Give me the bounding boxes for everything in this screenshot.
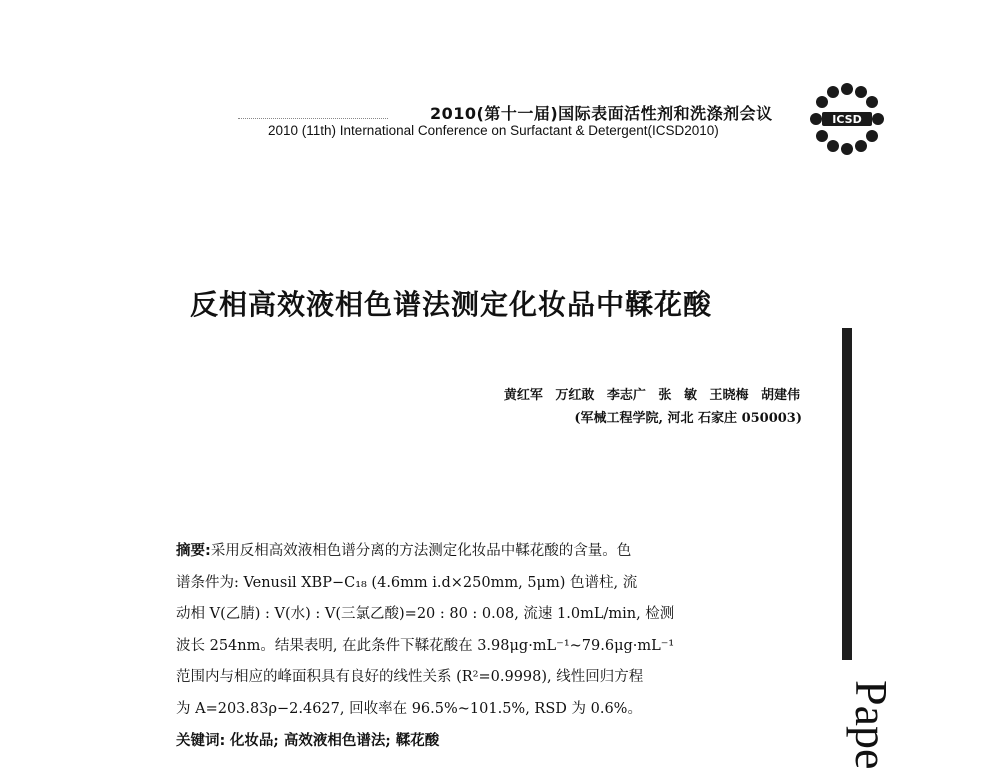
abstract-line: 摘要:采用反相高效液相色谱分离的方法测定化妆品中鞣花酸的含量。色 [176, 543, 632, 559]
side-tab-label: Pape [846, 680, 897, 769]
abstract-line: 波长 254nm。结果表明, 在此条件下鞣花酸在 3.98μg·mL⁻¹~79.6μg·mL⁻¹ [176, 637, 675, 654]
keywords-line [176, 725, 776, 758]
abstract [176, 536, 776, 758]
paper-title: 反相高效液相色谱法测定化妆品中鞣花酸 [190, 288, 713, 321]
abstract-line: 动相 V(乙腈) : V(水) : V(三氯乙酸)=20 : 80 : 0.08, 流速 1.0mL/min, 检测 [176, 606, 675, 622]
logo-text: ICSD [832, 113, 862, 126]
abstract-line: 范围内与相应的峰面积具有良好的线性关系 (R²=0.9998), 线性回归方程 [176, 669, 644, 685]
abstract-label: 摘要: [176, 543, 211, 559]
icsd-logo [808, 80, 886, 158]
abstract-line: 谱条件为: Venusil XBP−C₁₈ (4.6mm i.d×250mm, 5μm) 色谱柱, 流 [176, 574, 638, 591]
side-black-bar [842, 328, 852, 660]
abstract-line: 为 A=203.83ρ−2.4627, 回收率在 96.5%~101.5%, RSD 为 0.6%。 [176, 700, 642, 717]
header-dotted-rule [238, 118, 388, 119]
paper-affiliation: (军械工程学院, 河北 石家庄 050003) [574, 411, 802, 426]
header-conference-cn: 2010(第十一届)国际表面活性剂和洗涤剂会议 [430, 104, 773, 123]
keywords-text: 化妆品; 高效液相色谱法; 鞣花酸 [229, 732, 440, 749]
paper-authors: 黄红军 万红敢 李志广 张 敏 王晓梅 胡建伟 [503, 388, 800, 403]
keywords-label: 关键词: [176, 733, 226, 749]
header-conference-en: 2010 (11th) International Conference on Surfactant & Detergent(ICSD2010) [268, 123, 719, 138]
